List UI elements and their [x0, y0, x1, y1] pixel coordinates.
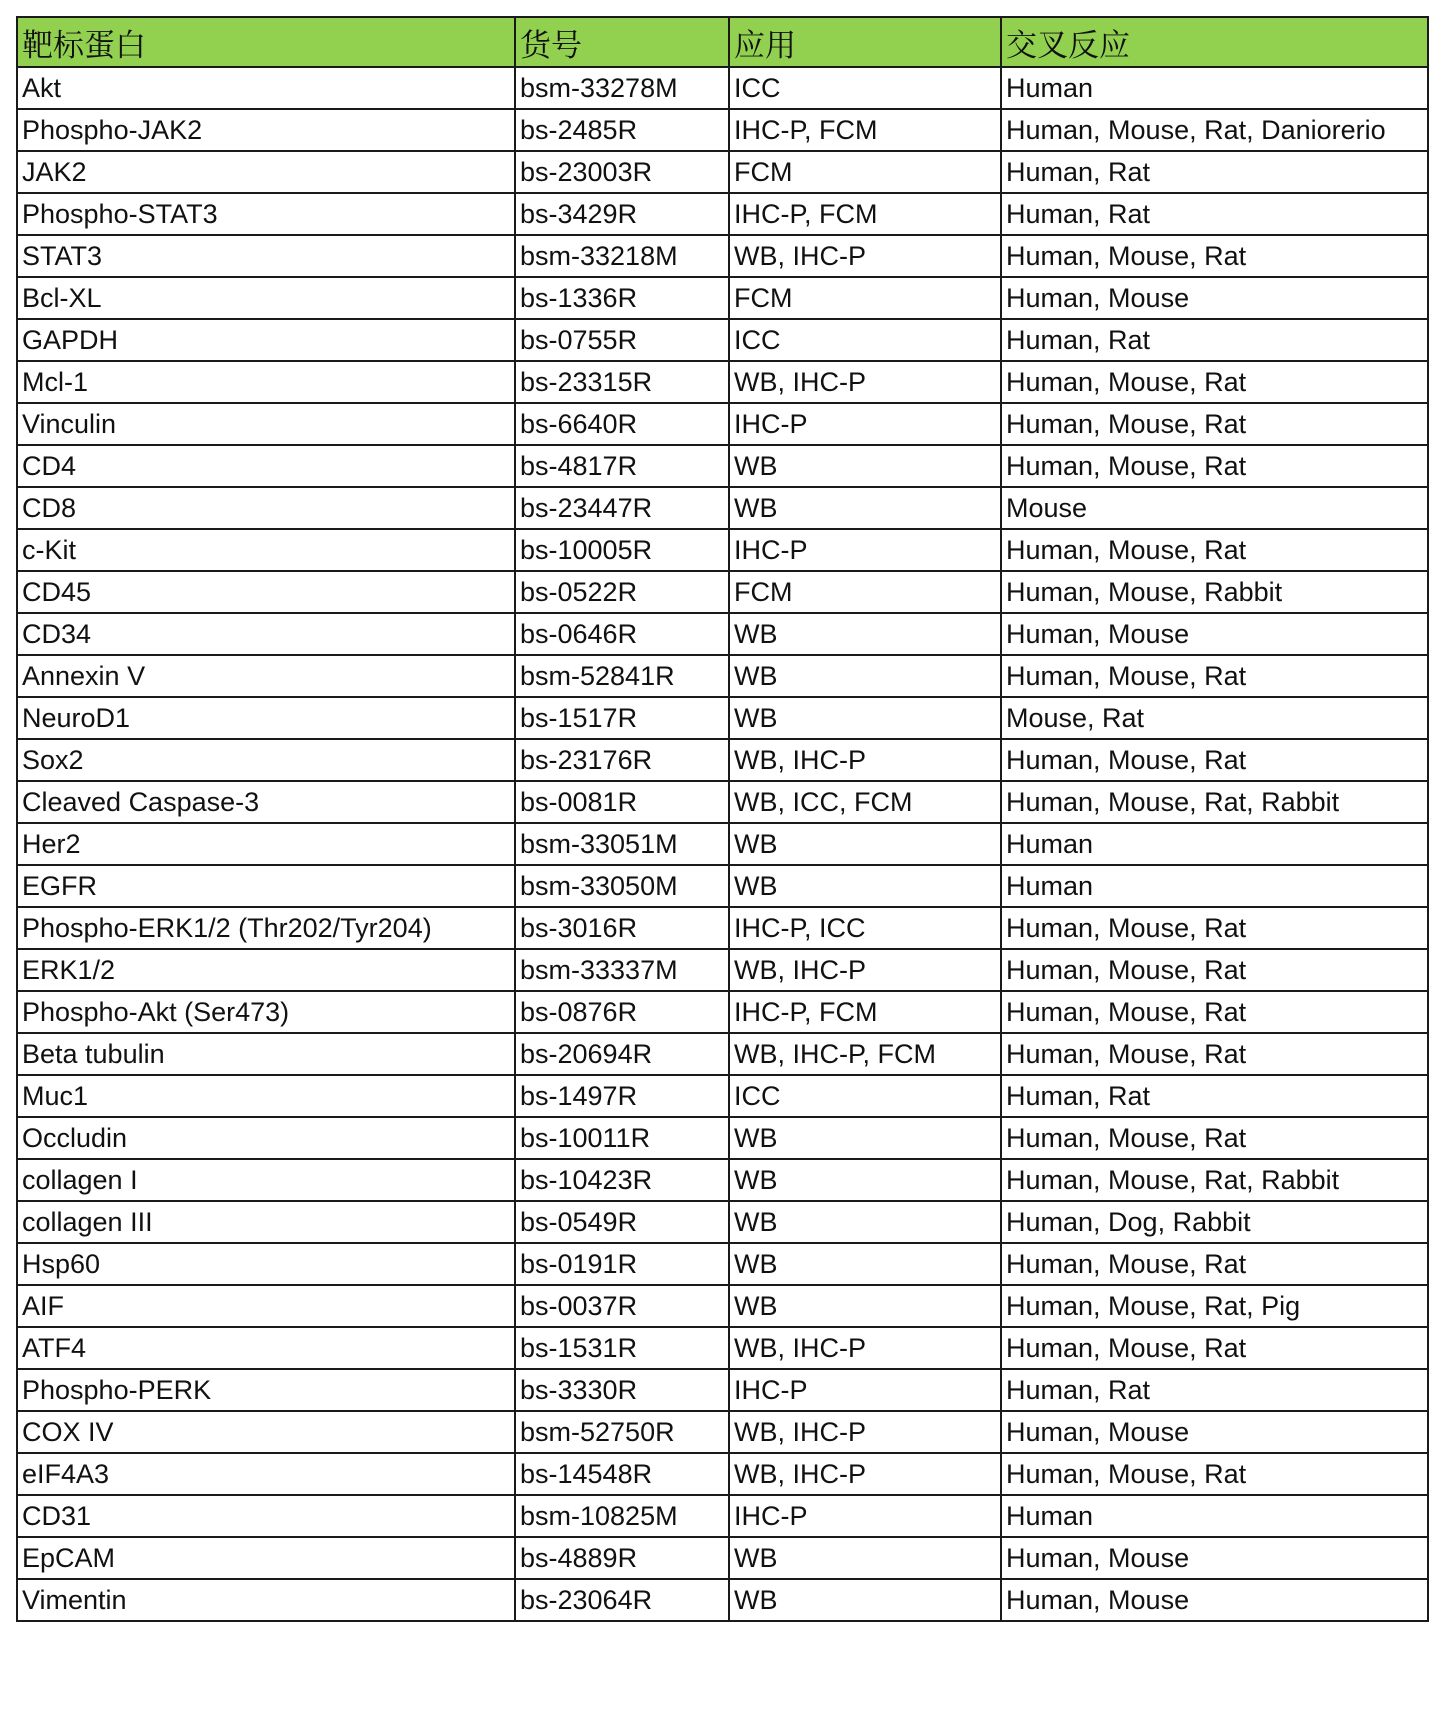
- table-row: [17, 109, 1428, 151]
- cell-catalog-number: bsm-10825M: [515, 1495, 729, 1537]
- cell-target-protein: Akt: [17, 67, 515, 109]
- cell-target-protein: ATF4: [17, 1327, 515, 1369]
- table-row: [17, 1453, 1428, 1495]
- cell-application: FCM: [729, 151, 1001, 193]
- cell-cross-reactivity: Human, Mouse: [1001, 277, 1428, 319]
- cell-target-protein: COX IV: [17, 1411, 515, 1453]
- table-row: [17, 67, 1428, 109]
- cell-cross-reactivity: Human, Rat: [1001, 193, 1428, 235]
- cell-application: WB, IHC-P: [729, 1411, 1001, 1453]
- table-row: [17, 1159, 1428, 1201]
- cell-cross-reactivity: Human, Rat: [1001, 319, 1428, 361]
- cell-application: WB: [729, 655, 1001, 697]
- table-row: [17, 1495, 1428, 1537]
- cell-catalog-number: bsm-33050M: [515, 865, 729, 907]
- cell-application: IHC-P: [729, 1495, 1001, 1537]
- table-row: [17, 949, 1428, 991]
- cell-catalog-number: bs-23315R: [515, 361, 729, 403]
- cell-target-protein: CD45: [17, 571, 515, 613]
- table-row: [17, 193, 1428, 235]
- cell-application: WB, IHC-P: [729, 361, 1001, 403]
- header-target-protein: 靶标蛋白: [17, 17, 515, 67]
- cell-catalog-number: bsm-52841R: [515, 655, 729, 697]
- cell-target-protein: collagen III: [17, 1201, 515, 1243]
- cell-application: WB: [729, 823, 1001, 865]
- cell-target-protein: Beta tubulin: [17, 1033, 515, 1075]
- cell-target-protein: Mcl-1: [17, 361, 515, 403]
- cell-application: WB: [729, 1537, 1001, 1579]
- cell-target-protein: Phospho-PERK: [17, 1369, 515, 1411]
- cell-target-protein: AIF: [17, 1285, 515, 1327]
- antibody-table: [16, 16, 1429, 1622]
- cell-cross-reactivity: Human, Mouse, Rat: [1001, 1033, 1428, 1075]
- cell-catalog-number: bs-23176R: [515, 739, 729, 781]
- cell-application: IHC-P: [729, 1369, 1001, 1411]
- cell-catalog-number: bs-0876R: [515, 991, 729, 1033]
- cell-application: WB, IHC-P: [729, 1327, 1001, 1369]
- cell-target-protein: Annexin V: [17, 655, 515, 697]
- cell-catalog-number: bsm-33337M: [515, 949, 729, 991]
- cell-application: WB, IHC-P: [729, 1453, 1001, 1495]
- cell-application: WB: [729, 697, 1001, 739]
- cell-catalog-number: bs-0522R: [515, 571, 729, 613]
- table-row: [17, 319, 1428, 361]
- cell-application: IHC-P, FCM: [729, 991, 1001, 1033]
- table-row: [17, 613, 1428, 655]
- cell-cross-reactivity: Human, Mouse, Rat: [1001, 907, 1428, 949]
- table-row: [17, 697, 1428, 739]
- table-row: [17, 865, 1428, 907]
- cell-target-protein: Phospho-JAK2: [17, 109, 515, 151]
- cell-catalog-number: bs-0081R: [515, 781, 729, 823]
- cell-application: WB: [729, 613, 1001, 655]
- cell-application: WB: [729, 1243, 1001, 1285]
- table-row: [17, 1243, 1428, 1285]
- cell-catalog-number: bsm-33218M: [515, 235, 729, 277]
- table-row: [17, 487, 1428, 529]
- table-row: [17, 1033, 1428, 1075]
- cell-application: ICC: [729, 67, 1001, 109]
- cell-target-protein: collagen I: [17, 1159, 515, 1201]
- cell-application: ICC: [729, 1075, 1001, 1117]
- cell-application: WB, IHC-P: [729, 235, 1001, 277]
- table-row: [17, 571, 1428, 613]
- cell-catalog-number: bs-1336R: [515, 277, 729, 319]
- cell-catalog-number: bs-0549R: [515, 1201, 729, 1243]
- cell-application: IHC-P, ICC: [729, 907, 1001, 949]
- cell-target-protein: Hsp60: [17, 1243, 515, 1285]
- cell-target-protein: c-Kit: [17, 529, 515, 571]
- cell-cross-reactivity: Human: [1001, 823, 1428, 865]
- table-row: [17, 445, 1428, 487]
- cell-cross-reactivity: Human, Mouse, Rat: [1001, 1117, 1428, 1159]
- cell-cross-reactivity: Human, Mouse, Rat: [1001, 1453, 1428, 1495]
- cell-target-protein: eIF4A3: [17, 1453, 515, 1495]
- cell-application: WB: [729, 1285, 1001, 1327]
- cell-target-protein: GAPDH: [17, 319, 515, 361]
- cell-cross-reactivity: Human, Mouse, Rat: [1001, 1327, 1428, 1369]
- cell-catalog-number: bs-20694R: [515, 1033, 729, 1075]
- cell-catalog-number: bs-23447R: [515, 487, 729, 529]
- cell-application: WB: [729, 865, 1001, 907]
- table-row: [17, 151, 1428, 193]
- cell-catalog-number: bsm-33278M: [515, 67, 729, 109]
- table-row: [17, 655, 1428, 697]
- cell-cross-reactivity: Human, Rat: [1001, 1369, 1428, 1411]
- cell-target-protein: Vimentin: [17, 1579, 515, 1621]
- cell-cross-reactivity: Human, Mouse, Rat, Pig: [1001, 1285, 1428, 1327]
- cell-catalog-number: bs-4889R: [515, 1537, 729, 1579]
- cell-catalog-number: bs-10005R: [515, 529, 729, 571]
- cell-catalog-number: bs-2485R: [515, 109, 729, 151]
- cell-catalog-number: bs-0646R: [515, 613, 729, 655]
- cell-cross-reactivity: Mouse, Rat: [1001, 697, 1428, 739]
- table-row: [17, 529, 1428, 571]
- table-header: [17, 17, 1428, 67]
- cell-target-protein: Occludin: [17, 1117, 515, 1159]
- cell-cross-reactivity: Human, Mouse, Rat: [1001, 949, 1428, 991]
- cell-application: WB: [729, 1117, 1001, 1159]
- table-row: [17, 1411, 1428, 1453]
- cell-application: WB: [729, 1159, 1001, 1201]
- cell-application: ICC: [729, 319, 1001, 361]
- cell-catalog-number: bs-10423R: [515, 1159, 729, 1201]
- cell-application: WB: [729, 1201, 1001, 1243]
- cell-target-protein: EGFR: [17, 865, 515, 907]
- header-cross-reactivity: 交叉反应: [1001, 17, 1428, 67]
- cell-application: WB, IHC-P: [729, 949, 1001, 991]
- cell-cross-reactivity: Human, Mouse: [1001, 613, 1428, 655]
- table-row: [17, 1369, 1428, 1411]
- table-row: [17, 361, 1428, 403]
- cell-cross-reactivity: Human, Mouse, Rat: [1001, 361, 1428, 403]
- table-row: [17, 277, 1428, 319]
- cell-cross-reactivity: Human, Mouse, Rabbit: [1001, 571, 1428, 613]
- cell-cross-reactivity: Human: [1001, 67, 1428, 109]
- table-row: [17, 1285, 1428, 1327]
- table-body: [17, 67, 1428, 1621]
- table-row: [17, 823, 1428, 865]
- cell-cross-reactivity: Human, Mouse, Rat, Daniorerio: [1001, 109, 1428, 151]
- cell-target-protein: NeuroD1: [17, 697, 515, 739]
- cell-catalog-number: bs-23064R: [515, 1579, 729, 1621]
- cell-catalog-number: bs-0191R: [515, 1243, 729, 1285]
- cell-application: IHC-P, FCM: [729, 193, 1001, 235]
- cell-catalog-number: bs-4817R: [515, 445, 729, 487]
- cell-catalog-number: bsm-33051M: [515, 823, 729, 865]
- cell-catalog-number: bs-3330R: [515, 1369, 729, 1411]
- cell-target-protein: JAK2: [17, 151, 515, 193]
- cell-cross-reactivity: Human, Rat: [1001, 151, 1428, 193]
- cell-cross-reactivity: Human, Mouse: [1001, 1411, 1428, 1453]
- cell-application: WB, IHC-P: [729, 739, 1001, 781]
- cell-cross-reactivity: Human, Mouse, Rat, Rabbit: [1001, 1159, 1428, 1201]
- cell-catalog-number: bs-23003R: [515, 151, 729, 193]
- cell-target-protein: CD4: [17, 445, 515, 487]
- table-row: [17, 1075, 1428, 1117]
- cell-cross-reactivity: Human, Mouse, Rat: [1001, 991, 1428, 1033]
- cell-application: WB: [729, 487, 1001, 529]
- cell-catalog-number: bs-3016R: [515, 907, 729, 949]
- cell-catalog-number: bs-0037R: [515, 1285, 729, 1327]
- cell-cross-reactivity: Human, Mouse, Rat: [1001, 739, 1428, 781]
- table-row: [17, 1579, 1428, 1621]
- cell-cross-reactivity: Human, Mouse, Rat, Rabbit: [1001, 781, 1428, 823]
- cell-application: WB: [729, 445, 1001, 487]
- cell-target-protein: Her2: [17, 823, 515, 865]
- cell-target-protein: CD31: [17, 1495, 515, 1537]
- table-row: [17, 235, 1428, 277]
- cell-catalog-number: bs-0755R: [515, 319, 729, 361]
- cell-target-protein: CD8: [17, 487, 515, 529]
- cell-catalog-number: bs-1517R: [515, 697, 729, 739]
- table-row: [17, 991, 1428, 1033]
- table-row: [17, 1537, 1428, 1579]
- cell-cross-reactivity: Human, Mouse, Rat: [1001, 529, 1428, 571]
- cell-cross-reactivity: Human, Mouse, Rat: [1001, 403, 1428, 445]
- cell-application: WB, ICC, FCM: [729, 781, 1001, 823]
- table-row: [17, 907, 1428, 949]
- cell-cross-reactivity: Mouse: [1001, 487, 1428, 529]
- table-row: [17, 781, 1428, 823]
- cell-cross-reactivity: Human, Mouse, Rat: [1001, 445, 1428, 487]
- cell-cross-reactivity: Human: [1001, 865, 1428, 907]
- cell-target-protein: Bcl-XL: [17, 277, 515, 319]
- cell-target-protein: Vinculin: [17, 403, 515, 445]
- table-row: [17, 739, 1428, 781]
- cell-cross-reactivity: Human, Mouse, Rat: [1001, 1243, 1428, 1285]
- cell-application: WB, IHC-P, FCM: [729, 1033, 1001, 1075]
- cell-target-protein: Cleaved Caspase-3: [17, 781, 515, 823]
- cell-cross-reactivity: Human, Dog, Rabbit: [1001, 1201, 1428, 1243]
- table-row: [17, 1327, 1428, 1369]
- cell-catalog-number: bs-3429R: [515, 193, 729, 235]
- cell-application: WB: [729, 1579, 1001, 1621]
- cell-application: IHC-P, FCM: [729, 109, 1001, 151]
- header-application: 应用: [729, 17, 1001, 67]
- cell-target-protein: Phospho-STAT3: [17, 193, 515, 235]
- table-row: [17, 403, 1428, 445]
- cell-cross-reactivity: Human, Mouse: [1001, 1537, 1428, 1579]
- header-catalog-number: 货号: [515, 17, 729, 67]
- cell-catalog-number: bsm-52750R: [515, 1411, 729, 1453]
- cell-application: FCM: [729, 277, 1001, 319]
- cell-target-protein: Muc1: [17, 1075, 515, 1117]
- header-row: [17, 17, 1428, 67]
- cell-application: FCM: [729, 571, 1001, 613]
- cell-target-protein: EpCAM: [17, 1537, 515, 1579]
- cell-catalog-number: bs-14548R: [515, 1453, 729, 1495]
- cell-application: IHC-P: [729, 529, 1001, 571]
- cell-catalog-number: bs-1497R: [515, 1075, 729, 1117]
- cell-target-protein: Phospho-ERK1/2 (Thr202/Tyr204): [17, 907, 515, 949]
- cell-target-protein: ERK1/2: [17, 949, 515, 991]
- cell-cross-reactivity: Human, Mouse: [1001, 1579, 1428, 1621]
- table-row: [17, 1117, 1428, 1159]
- table-row: [17, 1201, 1428, 1243]
- cell-target-protein: CD34: [17, 613, 515, 655]
- cell-catalog-number: bs-1531R: [515, 1327, 729, 1369]
- cell-cross-reactivity: Human, Mouse, Rat: [1001, 235, 1428, 277]
- cell-cross-reactivity: Human, Mouse, Rat: [1001, 655, 1428, 697]
- cell-cross-reactivity: Human: [1001, 1495, 1428, 1537]
- cell-catalog-number: bs-6640R: [515, 403, 729, 445]
- cell-catalog-number: bs-10011R: [515, 1117, 729, 1159]
- cell-target-protein: Sox2: [17, 739, 515, 781]
- cell-application: IHC-P: [729, 403, 1001, 445]
- cell-target-protein: Phospho-Akt (Ser473): [17, 991, 515, 1033]
- cell-target-protein: STAT3: [17, 235, 515, 277]
- cell-cross-reactivity: Human, Rat: [1001, 1075, 1428, 1117]
